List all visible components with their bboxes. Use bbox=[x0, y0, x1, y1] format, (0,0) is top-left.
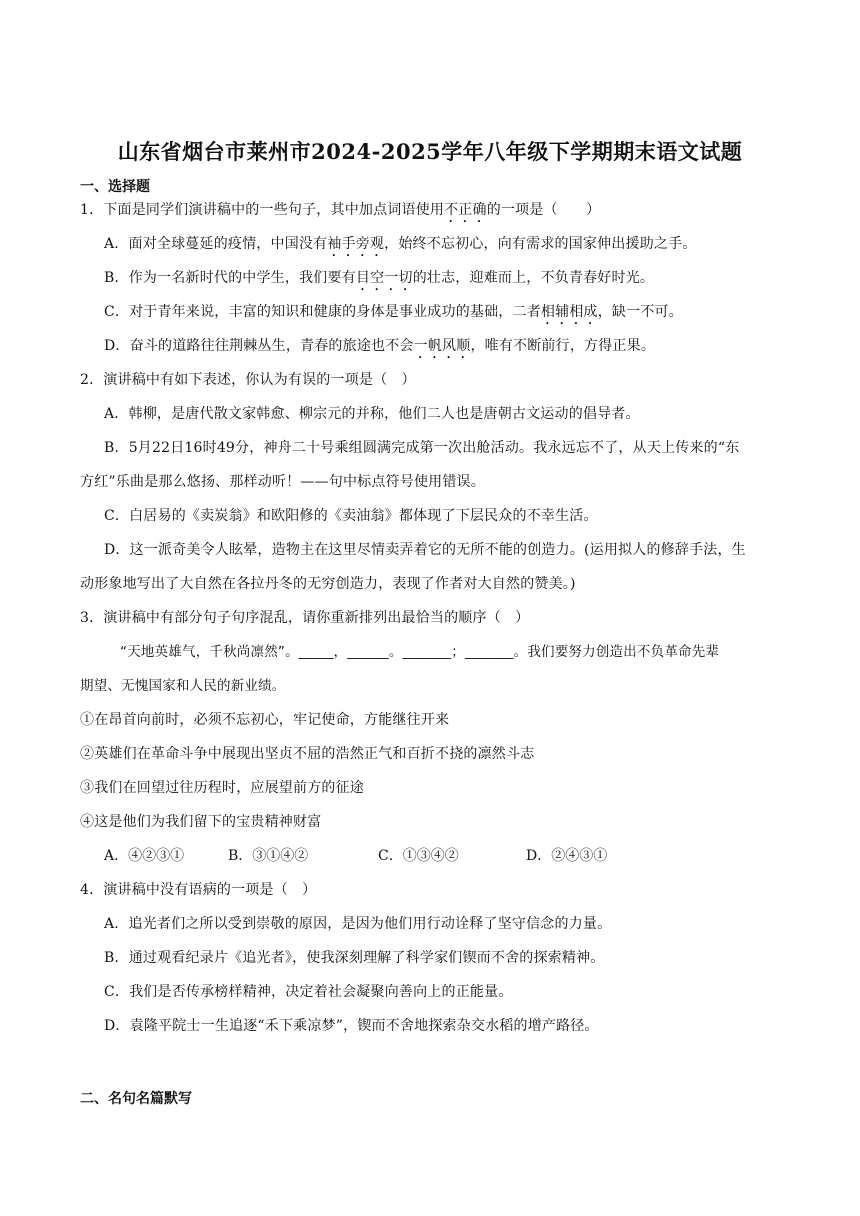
q3-option-a: A．④②③① bbox=[104, 848, 185, 864]
q1-b-emphasis: 目空一切 bbox=[355, 270, 413, 286]
q1-a-text: A．面对全球蔓延的疫情，中国没有 bbox=[104, 236, 328, 252]
question-3-stem: 3．演讲稿中有部分句子句序混乱，请你重新排列出最恰当的顺序（ ） bbox=[80, 610, 530, 626]
q1-c-tail: ，缺一不可。 bbox=[597, 304, 683, 320]
q4-option-a: A．追光者们之所以受到崇敬的原因，是因为他们用行动诠释了坚守信念的力量。 bbox=[104, 916, 612, 932]
q1-a-tail: ，始终不忘初心，向有需求的国家伸出援助之手。 bbox=[384, 236, 697, 252]
q1-a-emphasis: 袖手旁观 bbox=[327, 236, 385, 252]
q4-option-c: C．我们是否传承榜样精神，决定着社会凝聚向善向上的正能量。 bbox=[104, 984, 513, 1000]
question-1-stem bbox=[80, 200, 600, 226]
q2-option-b-line2: 方红”乐曲是那么悠扬、那样动听！——句中标点符号使用错误。 bbox=[80, 474, 485, 490]
q3-option-d: D．②④③① bbox=[526, 848, 608, 864]
q3-passage-line1: “天地英雄气，千秋尚凛然”。_____，______。_______；_______。我们要努力创造出不负革命先辈 bbox=[120, 644, 720, 660]
q1-option-c bbox=[104, 302, 683, 328]
q4-option-d: D．袁隆平院士一生追逐“禾下乘凉梦”，锲而不舍地探索杂交水稻的增产路径。 bbox=[104, 1018, 599, 1034]
q3-option-c: C．①③④② bbox=[378, 848, 459, 864]
q3-sentence-4: ④这是他们为我们留下的宝贵精神财富 bbox=[80, 814, 322, 830]
q3-sentence-3: ③我们在回望过往历程时，应展望前方的征途 bbox=[80, 780, 364, 796]
q2-option-d-line1: D．这一派奇美令人眩晕，造物主在这里尽情卖弄着它的无所不能的创造力。(运用拟人的修辞手法，生 bbox=[104, 542, 746, 558]
q3-sentence-1: ①在昂首向前时，必须不忘初心，牢记使命，方能继往开来 bbox=[80, 712, 450, 728]
q1-option-d bbox=[104, 336, 655, 362]
q3-passage-line2: 期望、无愧国家和人民的新业绩。 bbox=[80, 678, 286, 694]
section-heading-recitation: 二、名句名篇默写 bbox=[80, 1091, 192, 1107]
q1-d-tail: ，唯有不断前行，方得正果。 bbox=[470, 338, 656, 354]
q1-b-text: B．作为一名新时代的中学生，我们要有 bbox=[104, 270, 356, 286]
section-heading-choice: 一、选择题 bbox=[80, 179, 150, 195]
q1-option-a bbox=[104, 234, 697, 260]
q3-option-b: B．③①④② bbox=[228, 848, 309, 864]
question-2-stem: 2．演讲稿中有如下表述，你认为有误的一项是（ ） bbox=[80, 372, 416, 388]
q4-option-b: B．通过观看纪录片《追光者》，使我深刻理解了科学家们锲而不舍的探索精神。 bbox=[104, 950, 605, 966]
q1-option-b bbox=[104, 268, 654, 294]
q2-option-c: C．白居易的《卖炭翁》和欧阳修的《卖油翁》都体现了下层民众的不幸生活。 bbox=[104, 508, 598, 524]
q2-option-b-line1: B．5月22日16时49分，神舟二十号乘组圆满完成第一次出舱活动。我永远忘不了，从天上传来的“东 bbox=[104, 440, 740, 456]
q1-c-text: C．对于青年来说，丰富的知识和健康的身体是事业成功的基础，二者 bbox=[104, 304, 541, 320]
q2-option-d-line2: 动形象地写出了大自然在各拉丹冬的无穷创造力，表现了作者对大自然的赞美。) bbox=[80, 576, 576, 592]
question-4-stem: 4．演讲稿中没有语病的一项是（ ） bbox=[80, 882, 317, 898]
q1-d-emphasis: 一帆风顺 bbox=[413, 338, 471, 354]
q1-c-emphasis: 相辅相成 bbox=[540, 304, 598, 320]
q1-b-tail: 的壮志，迎难而上，不负青春好时光。 bbox=[412, 270, 655, 286]
q1-stem-emphasis: 不正确 bbox=[444, 202, 487, 218]
q1-stem-text: 1．下面是同学们演讲稿中的一些句子，其中加点词语使用 bbox=[80, 202, 445, 218]
q1-stem-tail: 的一项是（ ） bbox=[486, 202, 601, 218]
page-title: 山东省烟台市莱州市2024-2025学年八年级下学期期末语文试题 bbox=[117, 139, 743, 164]
q1-d-text: D．奋斗的道路往往荆棘丛生，青春的旅途也不会 bbox=[104, 338, 414, 354]
q3-sentence-2: ②英雄们在革命斗争中展现出坚贞不屈的浩然正气和百折不挠的凛然斗志 bbox=[80, 746, 535, 762]
q2-option-a: A．韩柳，是唐代散文家韩愈、柳宗元的并称，他们二人也是唐朝古文运动的倡导者。 bbox=[104, 406, 640, 422]
